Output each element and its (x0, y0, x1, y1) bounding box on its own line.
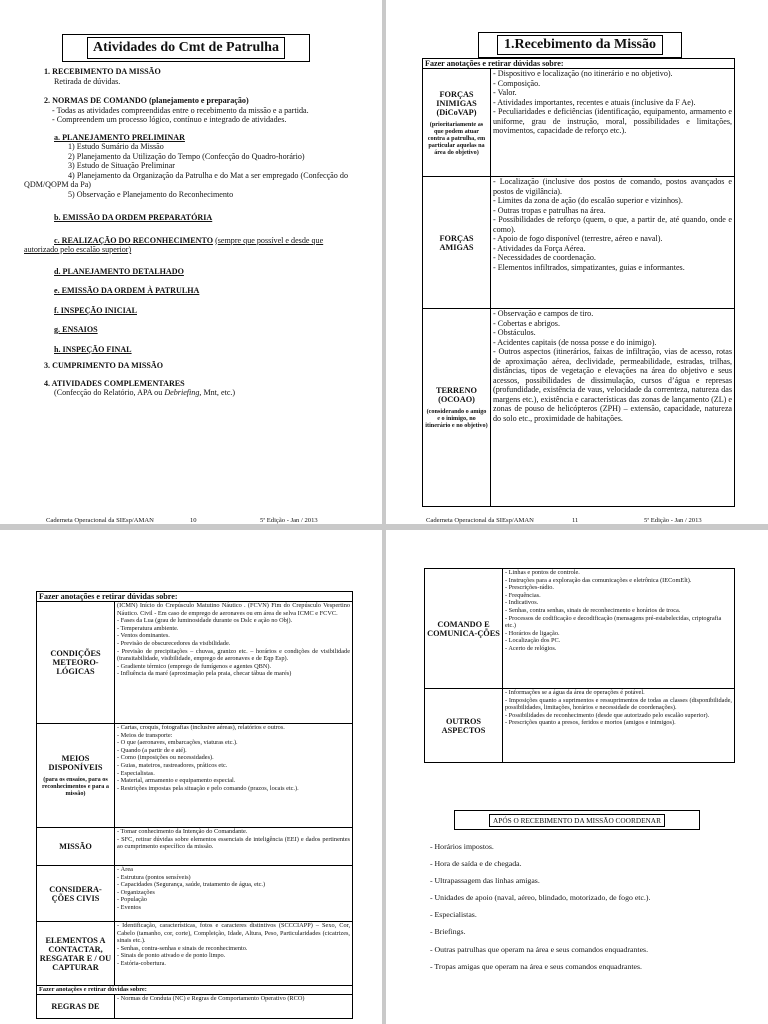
page-title: Atividades do Cmt de Patrulha (87, 37, 285, 59)
list-item: - Briefings. (430, 927, 466, 937)
row-text: - Observação e campos de tiro. - Cobertas e abrigos. - Obstáculos. - Acidentes capitais (de nossa posse e do inimigo). - Outros aspectos (itinerários, faixas de infiltração, vias de acesso, rotas de aproximação aérea, declividade, permeabilidade, estradas, trilhas, distâncias, tipos de vegetação e elevações na área do objetivo e seus acessos, possibilidades de dissimulação, cursos d’água e represas (profundidade, existência de vaus, velocidade da correnteza, natureza das margens etc.), existência e características das zonas de lançamento (ZL) e zonas de pouso de helicópteros (ZPH) – extensão, capacidade, natureza do solo etc., proximidade de habitações. (491, 309, 735, 507)
mission-table-continued (36, 591, 353, 1019)
row-text: - Normas de Conduta (NC) e Regras de Comportamento Operativo (RCO) (115, 994, 353, 1018)
page-title: 1.Recebimento da Missão (497, 35, 663, 55)
item-h-title: h. INSPEÇÃO FINAL (54, 344, 132, 354)
row-label: ELEMENTOS A CONTACTAR, RESGATAR E / OU CAPTURAR (37, 922, 115, 986)
row-label: COMANDO E COMUNICA-ÇÕES (425, 569, 503, 689)
section-4-title: 4. ATIVIDADES COMPLEMENTARES (44, 378, 185, 388)
footer-right: 5ª Edição - Jan / 2013 (260, 517, 318, 524)
coordinate-title-box (454, 810, 700, 830)
table-header-2: Fazer anotações e retirar dúvidas sobre: (37, 986, 353, 995)
item-g-title: g. ENSAIOS (54, 325, 98, 334)
row-label: MEIOS DISPONÍVEIS (para os ensaios, para os reconhecimentos e para a missão) (37, 724, 115, 828)
item-a-sub-3: 3) Estudo de Situação Preliminar (68, 161, 175, 170)
page-13 (386, 530, 768, 1024)
section-4-text: (Confecção do Relatório, APA ou Debriefing, Mnt, etc.) (54, 388, 236, 397)
item-c (24, 236, 348, 255)
row-label: TERRENO (OCOAO) (considerando o amigo e o inimigo, no itinerário e no objetivo) (423, 309, 491, 507)
page-title-box (478, 32, 682, 58)
item-a-title: a. PLANEJAMENTO PRELIMINAR (54, 132, 185, 142)
coordinate-list (430, 838, 750, 975)
row-label: FORÇAS INIMIGAS (DiCoVAP) (prioritariamente as que podem atuar contra a patrulha, em particular aquelas na área do objetivo) (423, 69, 491, 177)
page-10 (0, 0, 382, 524)
row-text: - Cartas, croquis, fotografias (inclusive aéreas), relatórios e outros. - Meios de transporte: - O que (aeronaves, embarcações, viaturas etc.). - Quando (a partir de e até). - Como (imposições ou necessidades). - Guias, mateiros, rastreadores, práticos etc. - Especialistas. - Material, armamento e equipamento especial. - Restrições impostas pela situação e pelo comando (prazos, locais etc.). (115, 724, 353, 828)
item-f-title: f. INSPEÇÃO INICIAL (54, 305, 137, 315)
footer-left: Caderneta Operacional da SIEsp/AMAN (426, 517, 534, 524)
item-a-sub-4: 4) Planejamento da Organização da Patrulha e do Mat a ser empregado (Confecção do QDM/QOPM da Pa) (24, 170, 348, 189)
row-text: - Localização (inclusive dos postos de comando, postos avançados e postos de vigilância). - Limites da zona de ação (do escalão superior e vizinhos). - Outras tropas e patrulhas na área. - Possibilidades de reforço (quem, o que, a partir de, até quando, onde e como). - Apoio de fogo disponível (terrestre, aéreo e naval). - Atividades da Força Aérea. - Necessidades de coordenação. - Elementos infiltrados, simpatizantes, guias e informantes. (491, 177, 735, 309)
item-a-sub-5: 5) Observação e Planejamento do Reconhecimento (68, 189, 234, 199)
mission-table (422, 58, 735, 507)
list-item: - Especialistas. (430, 910, 477, 920)
row-text: - Informações se a água da área de operações é potável. - Imposições quanto a suprimentos e ressuprimentos de todas as classes (disponibilidade, possibilidades, limitações, horários e necessidade de coordenações). - Possibilidades de reconhecimento (desde que autorizado pelo escalão superior). - Prescrições quanto a presos, feridos e mortos (amigos e inimigos). (503, 689, 735, 763)
page-12 (0, 530, 382, 1024)
section-1-title: 1. RECEBIMENTO DA MISSÃO (44, 67, 161, 76)
page-11 (386, 0, 768, 524)
list-item: - Ultrapassagem das linhas amigas. (430, 876, 540, 886)
page-body (24, 67, 348, 398)
footer-left: Caderneta Operacional da SIEsp/AMAN (46, 517, 154, 524)
item-e-title: e. EMISSÃO DA ORDEM À PATRULHA (54, 286, 200, 295)
footer-page-number: 11 (572, 517, 579, 524)
section-2-title: 2. NORMAS DE COMANDO (planejamento e preparação) (44, 96, 249, 105)
item-a-sub-1: 1) Estudo Sumário da Missão (68, 142, 164, 151)
list-item: - Horários impostos. (430, 842, 494, 851)
row-label: CONDIÇÕES METEORO-LÓGICAS (37, 602, 115, 724)
row-text: - Área - Estrutura (pontos sensíveis) - Capacidades (Segurança, saúde, tratamento de água, etc.) - Organizações - População - Eventos (115, 866, 353, 922)
list-item: - Outras patrulhas que operam na área e seus comandos enquadrantes. (430, 944, 649, 954)
item-c-note: (sempre que possível e desde que autorizado pelo escalão superior) (24, 235, 324, 254)
row-text: (ICMN) Início do Crepúsculo Matutino Náutico . (FCVN) Fim do Crepúsculo Vespertino Náutico. Civil - Em caso de emprego de aeronaves ou em área de selva ICMC e FCVC. - Fases da Lua (grau de luminosidade durante os Dslc e ação no Obj). - Temperatura ambiente. - Ventos dominantes. - Previsão de obscurecedores da visibilidade. - Previsão de precipitações – chuvas, granizo etc. – horários e condições de visibilidade (transitabilidade, visibilidade, emprego de aeronaves e de Eqp Esp). - Gradiente térmico (emprego de fumígenos e agentes QBN). - Influência da maré (aproximação pela praia, checar tábua de marés) (115, 602, 353, 724)
row-text: - Identificação, características, fotos e caracteres distintivos (SCCCIAPP) – Sexo, Cor, Cabelo (tamanho, cor, corte), Compleição, Idade, Altura, Peso, Particularidades (cicatrizes, sinais etc.). - Senhas, contra-senhas e sinais de reconhecimento. - Sinais de ponto ativado e de ponto limpo. - Estória-cobertura. (115, 922, 353, 986)
footer-page-number: 10 (190, 517, 197, 524)
page-title-box (62, 34, 310, 62)
item-b-title: b. EMISSÃO DA ORDEM PREPARATÓRIA (54, 213, 213, 222)
list-item: - Unidades de apoio (naval, aéreo, blindado, motorizado, de fogo etc.). (430, 893, 651, 903)
row-label: FORÇAS AMIGAS (423, 177, 491, 309)
row-label: OUTROS ASPECTOS (425, 689, 503, 763)
row-label: CONSIDERA-ÇÕES CIVIS (37, 866, 115, 922)
list-item: - Tropas amigas que operam na área e seus comandos enquadrantes. (430, 961, 642, 971)
item-d-title: d. PLANEJAMENTO DETALHADO (54, 266, 184, 276)
row-label: REGRAS DE (37, 994, 115, 1018)
footer-right: 5ª Edição - Jan / 2013 (644, 517, 702, 524)
row-text: - Tomar conhecimento da Intenção do Comandante. - SFC, retirar dúvidas sobre elementos essenciais de inteligência (EEI) e dados pertinentes ao cumprimento específico da missão. (115, 828, 353, 866)
section-1-text: Retirada de dúvidas. (54, 76, 121, 86)
table-header: Fazer anotações e retirar dúvidas sobre: (37, 592, 353, 602)
row-text: - Linhas e pontos de controle. - Instruções para a exploração das comunicações e eletrônica (IEComElt). - Prescrições-rádio. - Frequências. - Indicativos. - Senhas, contra senhas, sinais de reconhecimento e horários de troca. - Processos de codificação e decodificação (mensagens pré-estabelecidas, criptografia etc.) - Horários de ligação. - Localização dos PC. - Acerto de relógios. (503, 569, 735, 689)
section-2-para-1: - Todas as atividades compreendidas entre o recebimento da missão e a partida. (52, 105, 309, 115)
section-2-para-2: - Compreendem um processo lógico, contínuo e integrado de atividades. (52, 115, 287, 124)
item-a-sub-2: 2) Planejamento da Utilização do Tempo (Confecção do Quadro-horário) (68, 151, 305, 161)
section-3-title: 3. CUMPRIMENTO DA MISSÃO (44, 361, 164, 370)
row-text: - Dispositivo e localização (no itinerário e no objetivo). - Composição. - Valor. - Atividades importantes, recentes e atuais (inclusive da F Ae). - Peculiaridades e deficiências (identificação, equipamento, armamento e uniforme, grau de instrução, moral, possibilidades e limitações, movimentos, capacidade de reforço etc.). (491, 69, 735, 177)
item-c-title: c. REALIZAÇÃO DO RECONHECIMENTO (54, 235, 214, 245)
row-label: MISSÃO (37, 828, 115, 866)
mission-table-end (424, 568, 735, 763)
table-header: Fazer anotações e retirar dúvidas sobre: (423, 59, 735, 69)
list-item: - Hora de saída e de chegada. (430, 859, 522, 869)
coordinate-title: APÓS O RECEBIMENTO DA MISSÃO COORDENAR (489, 814, 665, 827)
